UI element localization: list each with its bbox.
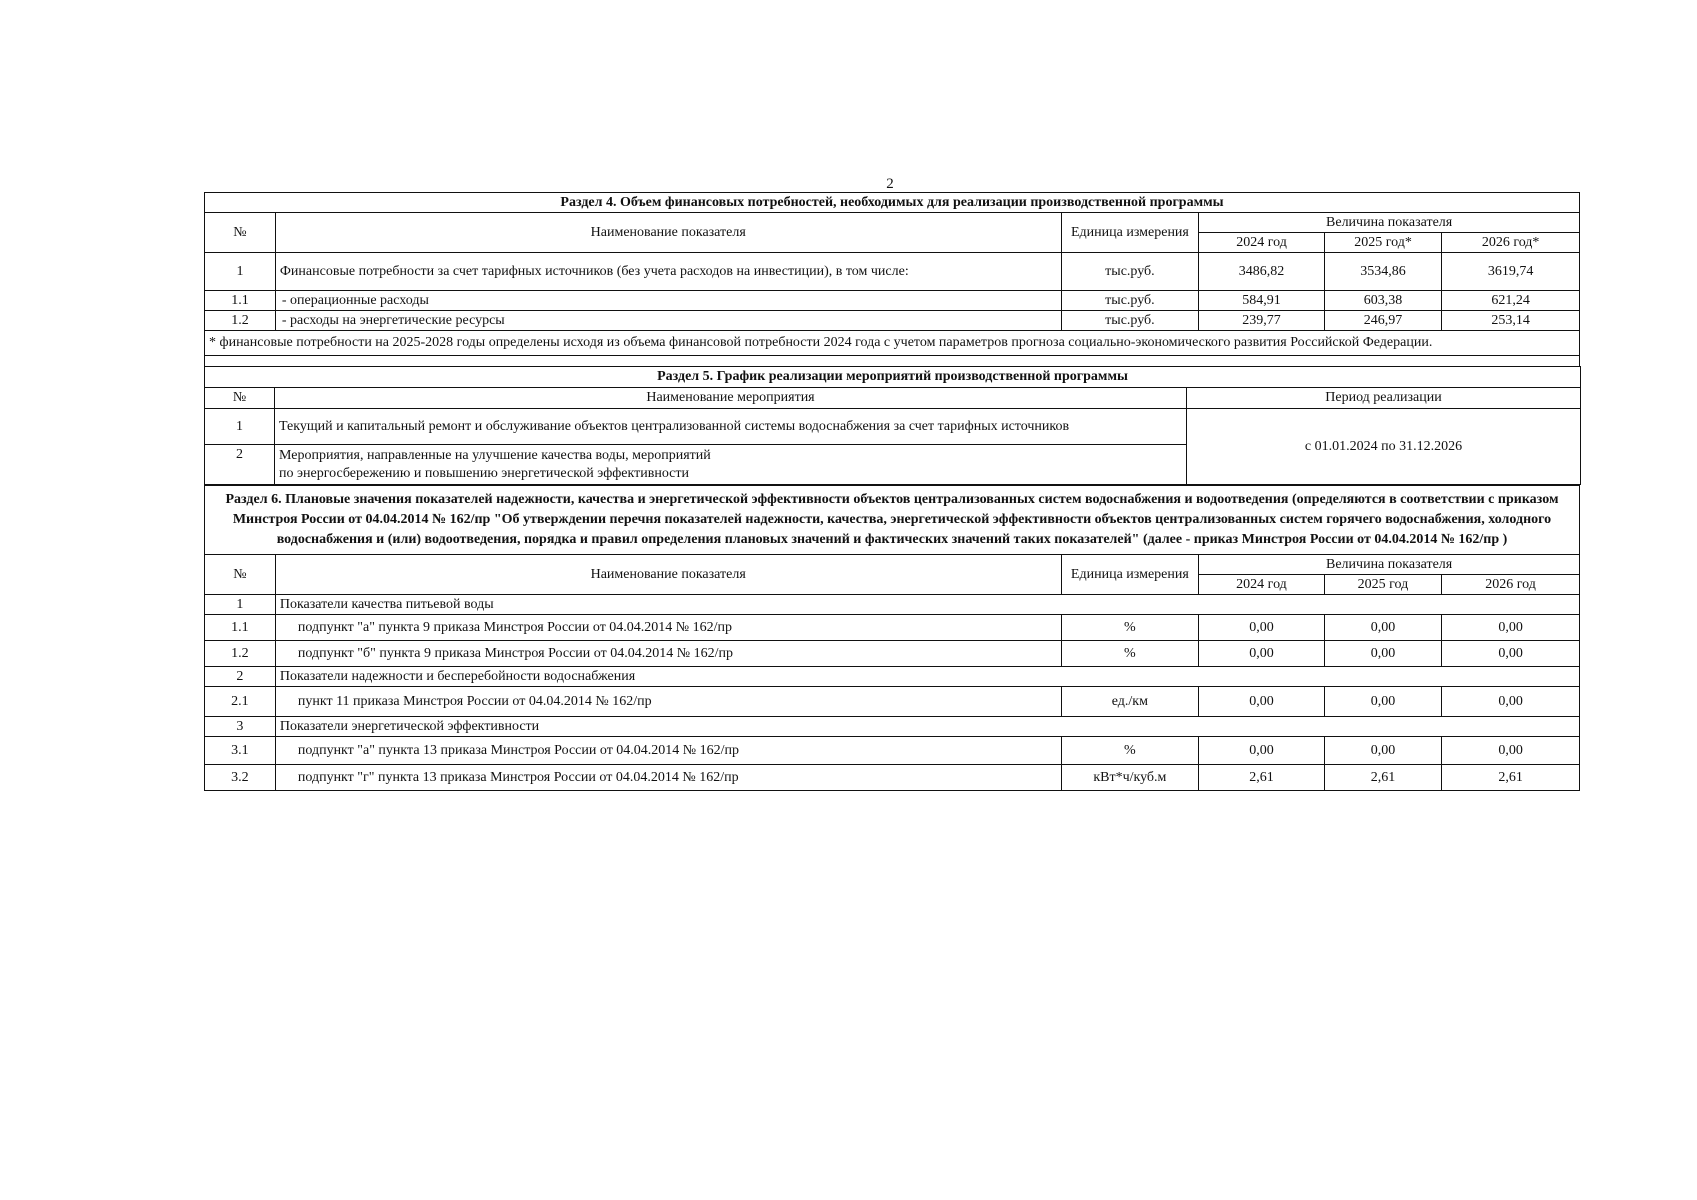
row-name: подпункт "а" пункта 9 приказа Минстроя России от 04.04.2014 № 162/пр <box>275 615 1061 641</box>
table-row <box>205 737 1580 765</box>
section6-table <box>204 485 1580 791</box>
table-row-group <box>205 595 1580 615</box>
row-unit: тыс.руб. <box>1061 291 1199 311</box>
row-no: 1 <box>205 409 275 445</box>
s6-header-no: № <box>205 555 276 595</box>
s4-header-year: 2025 год* <box>1324 233 1441 253</box>
row-value: 0,00 <box>1199 737 1325 765</box>
row-value: 3619,74 <box>1442 253 1580 291</box>
section6-title: Раздел 6. Плановые значения показателей надежности, качества и энергетической эффективности объектов централизованных систем водоснабжения и водоотведения (определяются в соответствии с приказом Минстроя России от 04.04.2014 № 162/пр "Об утверждении перечня показателей надежности, качества, энергетической эффективности объектов централизованных систем горячего водоснабжения, холодного водоснабжения и (или) водоотведения, порядка и правил определения плановых значений и фактических значений таких показателей" (далее - приказ Минстроя России от 04.04.2014 № 162/пр ) <box>205 486 1580 555</box>
table-row <box>205 641 1580 667</box>
table-row-group <box>205 717 1580 737</box>
row-value: 2,61 <box>1324 765 1441 791</box>
s4-header-value: Величина показателя <box>1199 213 1580 233</box>
group-name: Показатели надежности и бесперебойности водоснабжения <box>275 667 1579 687</box>
row-name-line: по энергосбережению и повышению энергетической эффективности <box>279 465 689 481</box>
row-value: 0,00 <box>1199 641 1325 667</box>
row-name: пункт 11 приказа Минстроя России от 04.04.2014 № 162/пр <box>275 687 1061 717</box>
page-number: 2 <box>886 176 894 192</box>
row-no: 1.2 <box>205 311 276 331</box>
table-row <box>205 409 1581 445</box>
spacer <box>204 356 1580 366</box>
row-value: 603,38 <box>1324 291 1441 311</box>
s6-header-name: Наименование показателя <box>275 555 1061 595</box>
s6-header-unit: Единица измерения <box>1061 555 1199 595</box>
row-value: 239,77 <box>1199 311 1325 331</box>
s5-header-name: Наименование мероприятия <box>275 388 1187 409</box>
row-value: 3486,82 <box>1199 253 1325 291</box>
row-unit: кВт*ч/куб.м <box>1061 765 1199 791</box>
row-value: 621,24 <box>1442 291 1580 311</box>
row-no: 1.2 <box>205 641 276 667</box>
row-value: 0,00 <box>1442 641 1580 667</box>
period-value: с 01.01.2024 по 31.12.2026 <box>1187 409 1581 485</box>
row-value: 0,00 <box>1324 737 1441 765</box>
row-value: 246,97 <box>1324 311 1441 331</box>
document-body <box>204 192 1580 791</box>
row-name: подпункт "а" пункта 13 приказа Минстроя России от 04.04.2014 № 162/пр <box>275 737 1061 765</box>
row-unit: % <box>1061 615 1199 641</box>
row-value: 0,00 <box>1442 737 1580 765</box>
row-no: 3.2 <box>205 765 276 791</box>
group-name: Показатели энергетической эффективности <box>275 717 1579 737</box>
section5-table <box>204 366 1581 485</box>
row-no: 1.1 <box>205 615 276 641</box>
row-unit: % <box>1061 737 1199 765</box>
group-no: 2 <box>205 667 276 687</box>
s4-header-year: 2026 год* <box>1442 233 1580 253</box>
group-name: Показатели качества питьевой воды <box>275 595 1579 615</box>
row-value: 0,00 <box>1324 641 1441 667</box>
group-no: 3 <box>205 717 276 737</box>
row-no: 1.1 <box>205 291 276 311</box>
row-name: - расходы на энергетические ресурсы <box>275 311 1061 331</box>
row-unit: тыс.руб. <box>1061 311 1199 331</box>
row-value: 0,00 <box>1324 687 1441 717</box>
row-value: 584,91 <box>1199 291 1325 311</box>
row-value: 0,00 <box>1442 615 1580 641</box>
row-name <box>275 445 1187 485</box>
row-value: 2,61 <box>1442 765 1580 791</box>
s4-header-name: Наименование показателя <box>275 213 1061 253</box>
section4-footnote: * финансовые потребности на 2025-2028 годы определены исходя из объема финансовой потребности 2024 года с учетом параметров прогноза социально-экономического развития Российской Федерации. <box>205 331 1580 356</box>
s6-header-year: 2024 год <box>1199 575 1325 595</box>
s6-header-value: Величина показателя <box>1199 555 1580 575</box>
table-row <box>205 765 1580 791</box>
row-value: 0,00 <box>1199 615 1325 641</box>
row-value: 2,61 <box>1199 765 1325 791</box>
row-value: 0,00 <box>1442 687 1580 717</box>
group-no: 1 <box>205 595 276 615</box>
row-value: 0,00 <box>1324 615 1441 641</box>
row-value: 253,14 <box>1442 311 1580 331</box>
row-value: 3534,86 <box>1324 253 1441 291</box>
table-row <box>205 311 1580 331</box>
table-row <box>205 253 1580 291</box>
row-unit: ед./км <box>1061 687 1199 717</box>
row-value: 0,00 <box>1199 687 1325 717</box>
row-name: подпункт "г" пункта 13 приказа Минстроя России от 04.04.2014 № 162/пр <box>275 765 1061 791</box>
row-unit: тыс.руб. <box>1061 253 1199 291</box>
row-unit: % <box>1061 641 1199 667</box>
section4-table <box>204 192 1580 356</box>
s6-header-year: 2025 год <box>1324 575 1441 595</box>
row-no: 1 <box>205 253 276 291</box>
row-no: 2 <box>205 445 275 485</box>
row-name-line: Мероприятия, направленные на улучшение качества воды, мероприятий <box>279 447 711 463</box>
row-name: Текущий и капитальный ремонт и обслуживание объектов централизованной системы водоснабжения за счет тарифных источников <box>275 409 1187 445</box>
table-row <box>205 687 1580 717</box>
s4-header-year: 2024 год <box>1199 233 1325 253</box>
row-name: - операционные расходы <box>275 291 1061 311</box>
section5-title: Раздел 5. График реализации мероприятий производственной программы <box>205 367 1581 388</box>
s4-header-no: № <box>205 213 276 253</box>
s5-header-no: № <box>205 388 275 409</box>
row-no: 3.1 <box>205 737 276 765</box>
section4-title: Раздел 4. Объем финансовых потребностей, необходимых для реализации производственной программы <box>205 193 1580 213</box>
s4-header-unit: Единица измерения <box>1061 213 1199 253</box>
row-name: Финансовые потребности за счет тарифных источников (без учета расходов на инвестиции), в том числе: <box>275 253 1061 291</box>
row-no: 2.1 <box>205 687 276 717</box>
table-row <box>205 615 1580 641</box>
row-name: подпункт "б" пункта 9 приказа Минстроя России от 04.04.2014 № 162/пр <box>275 641 1061 667</box>
s6-header-year: 2026 год <box>1442 575 1580 595</box>
s5-header-period: Период реализации <box>1187 388 1581 409</box>
table-row-group <box>205 667 1580 687</box>
table-row <box>205 291 1580 311</box>
